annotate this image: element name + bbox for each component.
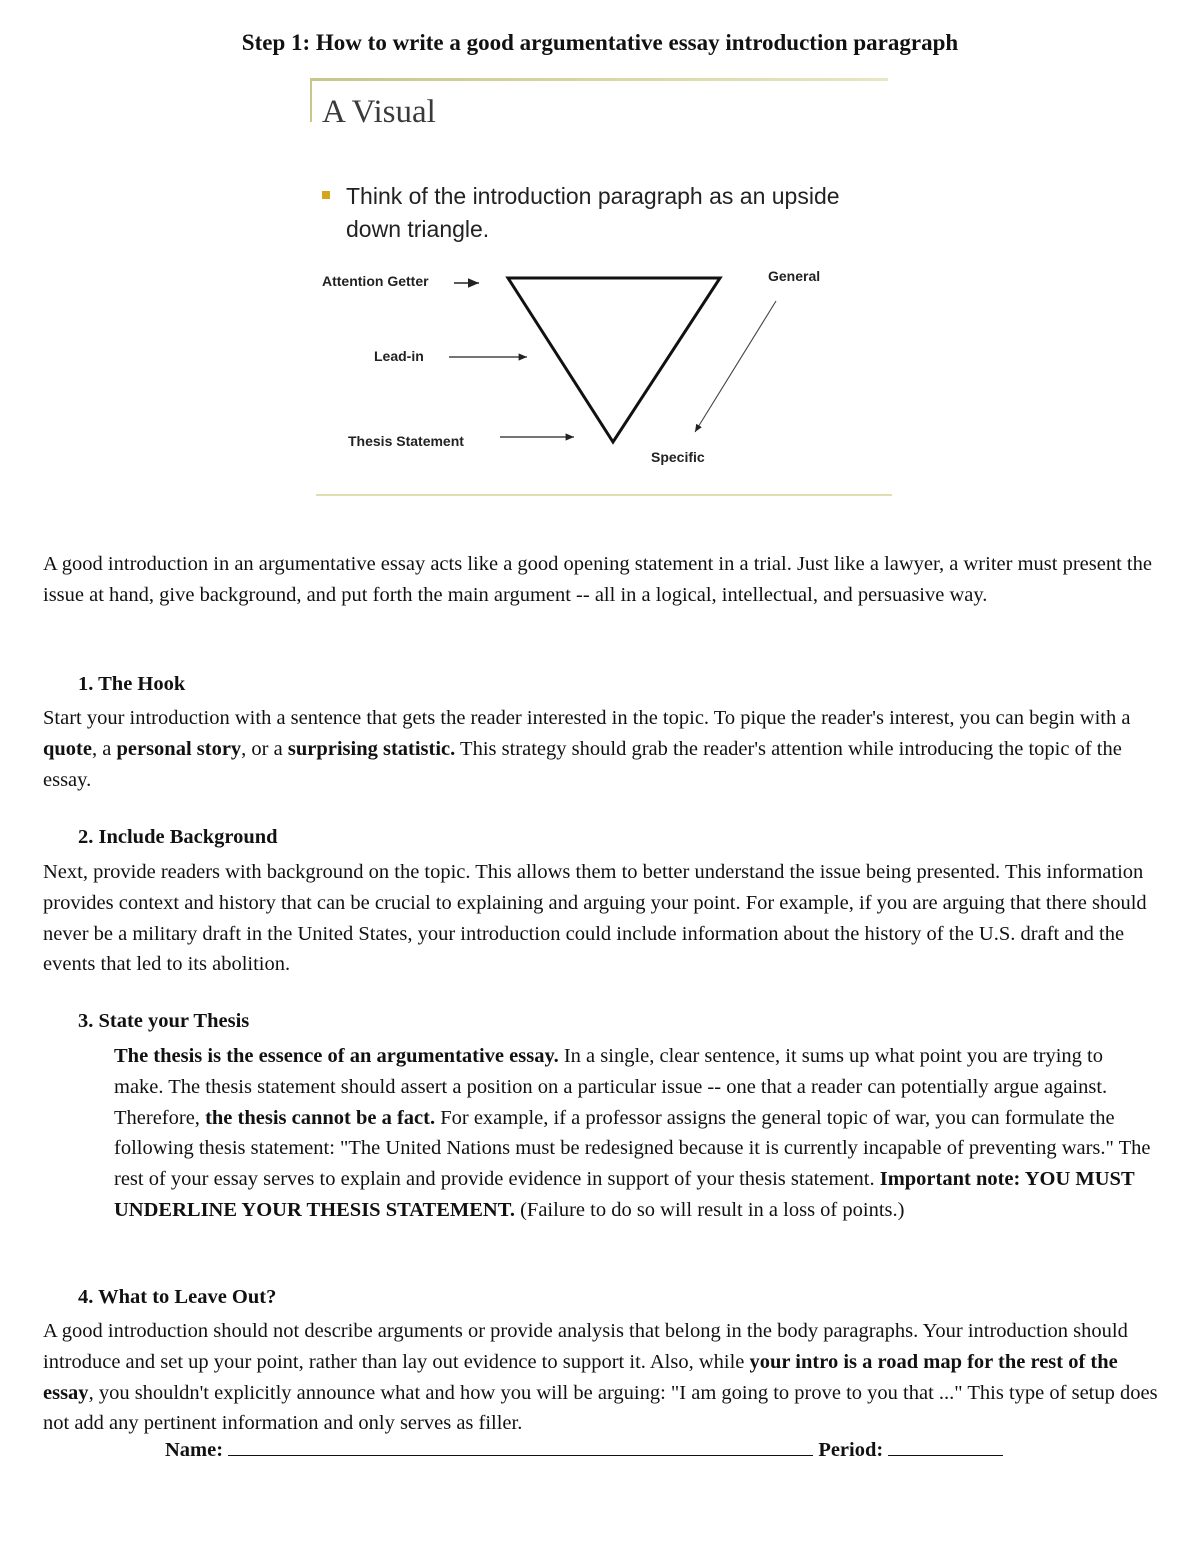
page-title: Step 1: How to write a good argumentative essay introduction paragraph	[241, 30, 959, 55]
specific-label: Specific	[651, 449, 705, 465]
period-field[interactable]	[888, 1437, 1003, 1456]
general-label: General	[768, 268, 821, 284]
name-label: Name:	[165, 1439, 224, 1461]
name-field[interactable]	[228, 1437, 813, 1456]
section-heading-leave-out: 4. What to Leave Out?	[78, 1286, 277, 1308]
section-heading-hook: 1. The Hook	[78, 673, 186, 695]
period-label: Period:	[818, 1439, 884, 1461]
section-heading-thesis: 3. State your Thesis	[78, 1010, 250, 1032]
section-body-thesis: The thesis is the essence of an argumentative essay. In a single, clear sentence, it sums up what point you are trying to make. The thesis statement should assert a position on a particular issue -- one that a reader can potentially argue against. Therefore, the thesis cannot be a fact. For example, if a professor assigns the general topic of war, you can formulate the following thesis statement: "The United Nations must be redesigned because it is currently incapable of preventing wars." The rest of your essay serves to explain and provide evidence in support of your thesis statement. Important note: YOU MUST UNDERLINE YOUR THESIS STATEMENT. (Failure to do so will result in a loss of points.)	[114, 1045, 1151, 1221]
attention-getter-label: Attention Getter	[322, 273, 429, 289]
triangle-visual	[306, 72, 896, 502]
slide-bottom-rule	[316, 494, 892, 496]
section-body-hook: Start your introduction with a sentence that gets the reader interested in the topic. To pique the reader's interest, you can begin with a quote, a personal story, or a surprising statistic. This strategy should grab the reader's attention while introducing the topic of the essay.	[43, 707, 1131, 791]
slide-heading: A Visual	[322, 94, 436, 130]
section-heading-background: 2. Include Background	[78, 826, 278, 848]
section-body-leave-out: A good introduction should not describe arguments or provide analysis that belong in the body paragraphs. Your introduction should introduce and set up your point, rather than lay out evidence to support it. Also, while your intro is a road map for the rest of the essay, you shouldn't explicitly announce what and how you will be arguing: "I am going to prove to you that ..." This type of setup does not add any pertinent information and only serves as filler.	[43, 1320, 1158, 1435]
slide-bullet-text: Think of the introduction paragraph as an upside down triangle.	[346, 183, 840, 242]
name-period-line	[165, 1437, 1003, 1462]
thesis-statement-label: Thesis Statement	[348, 433, 464, 449]
lead-in-label: Lead-in	[374, 348, 424, 364]
intro-paragraph: A good introduction in an argumentative essay acts like a good opening statement in a trial. Just like a lawyer, a writer must present the issue at hand, give background, and put forth the main argument -- all in a logical, intellectual, and persuasive way.	[43, 553, 1152, 606]
inverted-triangle	[508, 278, 720, 442]
section-body-background: Next, provide readers with background on the topic. This allows them to better understand the issue being presented. This information provides context and history that can be crucial to explaining and arguing your point. For example, if you are arguing that there should never be a military draft in the United States, your introduction could include information about the history of the U.S. draft and the events that led to its abolition.	[43, 861, 1147, 976]
general-to-specific-arrow	[695, 301, 776, 432]
